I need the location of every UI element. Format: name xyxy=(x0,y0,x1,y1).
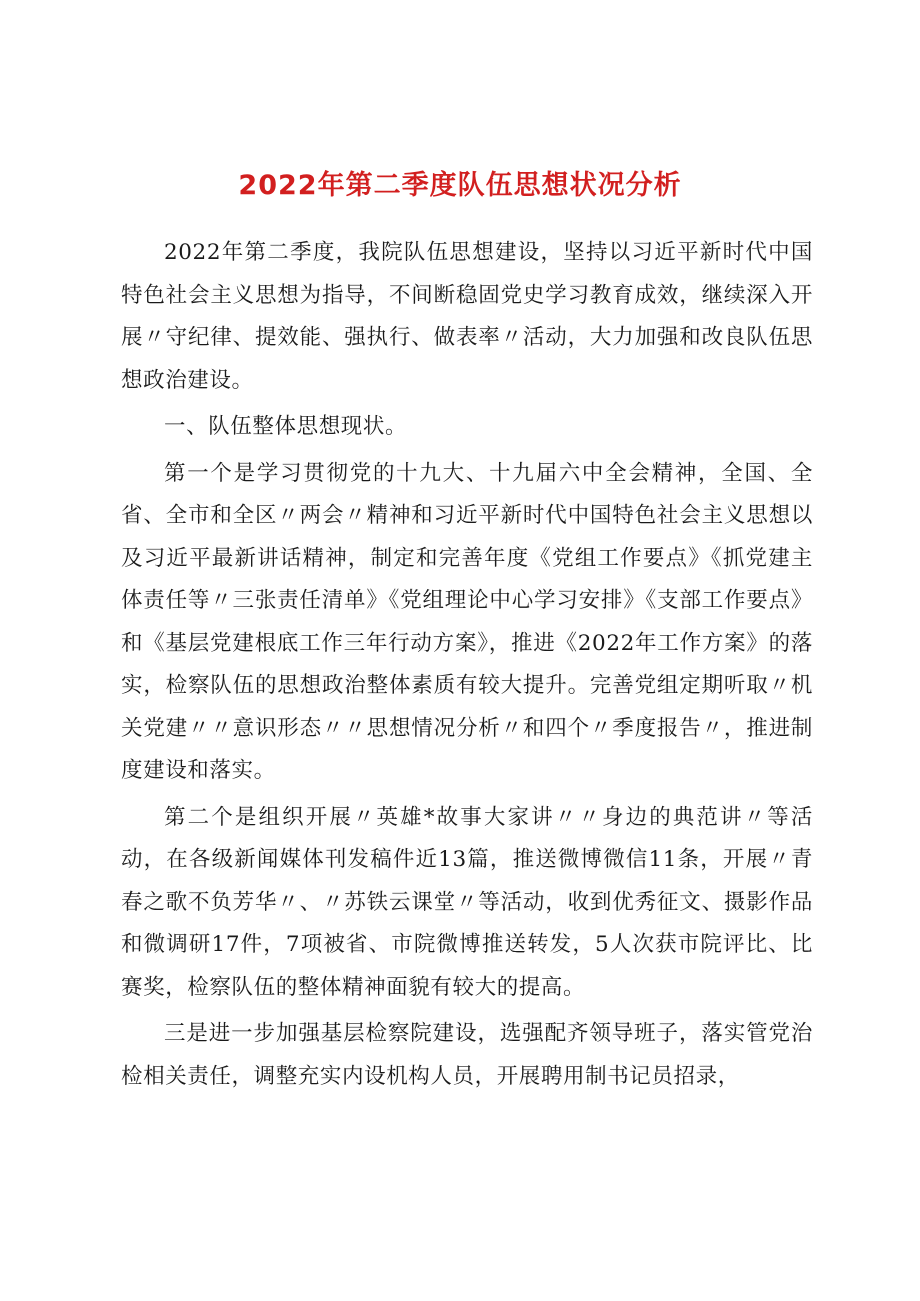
document-body xyxy=(121,232,813,1102)
paragraph-third: 三是进一步加强基层检察院建设，选强配齐领导班子，落实管党治检相关责任，调整充实内设机构人员，开展聘用制书记员招录， xyxy=(121,1021,813,1089)
paragraph-first: 第一个是学习贯彻党的十九大、十九届六中全会精神，全国、全省、全市和全区〃两会〃精神和习近平新时代中国特色社会主义思想以及习近平最新讲话精神，制定和完善年度《党组工作要点》《抓党建主体责任等〃三张责任清单》《党组理论中心学习安排》《支部工作要点》和《基层党建根底工作三年行动方案》，推进《2022年工作方案》的落实，检察队伍的思想政治整体素质有较大提升。完善党组定期听取〃机关党建〃〃意识形态〃〃思想情况分析〃和四个〃季度报告〃，推进制度建设和落实。 xyxy=(121,460,813,783)
section-heading-1: 一、队伍整体思想现状。 xyxy=(164,414,408,439)
document-title: 2022年第二季度队伍思想状况分析 xyxy=(238,170,682,201)
paragraph-intro: 2022年第二季度，我院队伍思想建设，坚持以习近平新时代中国特色社会主义思想为指导，不间断稳固党史学习教育成效，继续深入开展〃守纪律、提效能、强执行、做表率〃活动，大力加强和改良队伍思想政治建设。 xyxy=(121,240,813,393)
paragraph-second: 第二个是组织开展〃英雄*故事大家讲〃〃身边的典范讲〃等活动，在各级新闻媒体刊发稿件近13篇，推送微博微信11条，开展〃青春之歌不负芳华〃、〃苏铁云课堂〃等活动，收到优秀征文、摄影作品和微调研17件，7项被省、市院微博推送转发，5人次获市院评比、比赛奖，检察队伍的整体精神面貌有较大的提高。 xyxy=(121,804,813,1000)
